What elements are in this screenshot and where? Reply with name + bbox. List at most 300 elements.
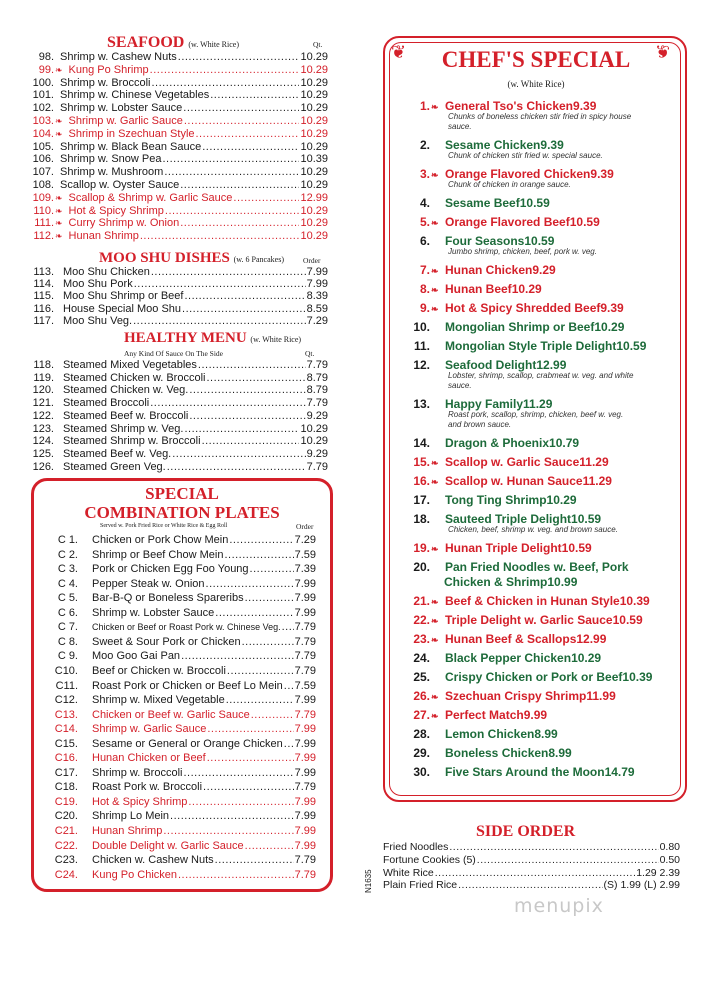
item-number: C 1. [57,534,78,546]
spicy-icon: ❧ [55,231,63,242]
item-number: C19. [54,795,78,808]
item-name: Hot & Spicy Shredded Beef [445,301,601,315]
item-name: Pepper Steak w. Onion [92,577,205,590]
item-number: 108. [32,179,54,191]
chef-item [384,234,669,248]
item-number: 124. [32,435,54,448]
item-price: 11.29 [523,397,553,411]
item-name: Shrimp w. Cashew Nuts [60,51,177,63]
chef-item [384,167,669,181]
chef-item [384,632,669,646]
item-number: 16. [413,474,430,488]
chef-item [384,455,669,469]
item-name: Roast Pork w. Broccoli [92,781,203,794]
item-name: Hunan Triple Delight [445,541,562,555]
item-name: Moo Shu Shrimp or Beef [63,290,184,303]
item-name: Chicken or Beef or Roast Pork w. Chinese Veg. [92,622,281,633]
leader-dots [183,102,299,114]
spicy-icon: ❧ [431,266,439,276]
item-name: Sesame Beef [445,196,520,210]
item-name: Moo Shu Veg. [63,314,133,327]
chef-item [384,493,669,507]
combo-item [52,578,316,590]
chef-item [384,320,669,334]
item-number: 113. [33,266,54,278]
leader-dots [458,879,602,891]
combo-item [52,650,316,662]
item-price: 8.79 [306,384,328,397]
item-name: Shrimp w. Mushroom [60,166,164,179]
item-description: sauce. [448,122,472,131]
item-price: 7.99 [294,694,316,707]
item-price: 10.29 [300,51,328,63]
item-name: Mongolian Style Triple Delight [445,339,617,353]
combo-item [52,781,316,793]
item-name: Hunan Shrimp [68,230,139,243]
healthy-subtitle: Any Kind Of Sauce On The Side [124,349,224,358]
spicy-icon: ❧ [431,218,439,228]
item-price: 7.99 [294,752,316,765]
item-name: Steamed Mixed Vegetables [63,359,197,371]
item-name: Happy Family [445,397,524,411]
item-price: 7.99 [294,577,316,590]
chef-item [384,138,669,152]
item-name: Steamed Beef w. Broccoli [63,409,189,422]
chef-item [384,689,669,703]
item-price: 10.29 [300,435,328,448]
item-name: Triple Delight w. Garlic Sauce [445,613,613,627]
item-number: 11. [413,339,430,353]
item-description: Jumbo shrimp, chicken, beef, pork w. veg. [448,247,597,256]
leader-dots [183,767,293,779]
item-description: sauce. [448,381,472,390]
item-price: 10.29 [300,140,328,153]
item-number: C20. [54,810,78,823]
seafood-item [30,141,328,153]
item-name: Shrimp w. Snow Pea [60,153,162,166]
item-price: 10.29 [300,89,328,102]
item-name: Shrimp w. Black Bean Sauce [60,140,202,153]
spicy-icon: ❧ [55,205,63,216]
leader-dots [180,217,299,229]
seafood-item [30,64,328,76]
item-price: 7.99 [306,278,328,291]
leader-dots [206,578,294,590]
leader-dots [140,230,300,242]
leader-dots [206,372,305,384]
item-price: 7.79 [294,650,316,663]
item-price: 9.39 [540,138,564,152]
item-price: 10.29 [300,179,328,191]
chef-item [384,358,669,372]
side-item [383,854,680,866]
item-price: 10.39 [622,670,653,684]
item-number: 2. [419,138,430,152]
leader-dots [284,680,294,692]
leader-dots [245,592,294,604]
combo-item [52,636,316,648]
item-number: 14. [413,436,430,450]
item-price: 11.29 [582,474,612,488]
side-item [383,879,680,891]
item-name: Hunan Chicken [445,263,533,277]
seafood-item [30,166,328,178]
item-price: 11.99 [586,689,616,703]
item-name: Shrimp in Szechuan Style [68,127,195,140]
spicy-icon: ❧ [431,285,439,295]
healthy-item [30,359,328,371]
item-name: Shrimp w. Chinese Vegetables [60,89,210,102]
item-name: Hunan Beef [445,282,512,296]
seafood-item [30,102,328,114]
item-name: Double Delight w. Garlic Sauce [92,839,244,852]
item-number: 115. [33,290,54,303]
leader-dots [163,153,300,165]
item-name: Perfect Match [445,708,524,722]
seafood-col-header: Qt. [313,40,323,49]
leader-dots [189,384,305,396]
item-price: 8.99 [534,727,558,741]
leader-dots [182,303,306,315]
item-number: C12. [54,694,78,707]
combo-item [52,680,316,692]
item-number: 5. [419,215,430,229]
item-name: Shrimp w. Lobster Sauce [92,606,215,619]
item-price: 10.39 [300,153,328,166]
item-number: C21. [54,825,78,837]
item-number: 110. [33,204,54,217]
item-number: 120. [32,384,54,397]
item-price: 7.29 [294,534,316,546]
item-name: Black Pepper Chicken [445,651,572,665]
item-price: 7.99 [294,795,316,808]
combo-item [52,825,316,837]
leader-dots [435,867,635,879]
leader-dots [184,290,305,302]
chef-item [384,301,669,315]
chef-item [384,541,669,555]
chef-item [384,670,669,684]
item-name: Bar-B-Q or Boneless Spareribs [92,592,244,605]
combo-item [52,563,316,575]
item-description: Chunks of boneless chicken stir fried in spicy house [448,112,632,121]
combo-title-1: SPECIAL [145,484,219,503]
item-price: 7.79 [294,664,316,677]
item-number: 27. [413,708,430,722]
item-price: 10.59 [616,339,647,353]
item-number: 1. [419,99,430,113]
item-price: 9.99 [523,708,548,722]
item-number: 6. [419,234,430,248]
item-price: 9.39 [590,167,614,181]
item-price: 10.99 [547,575,578,589]
mooshu-item [30,266,328,278]
item-name: Pan Fried Noodles w. Beef, Pork [445,560,629,574]
item-name: Steamed Beef w. Veg. [63,447,172,460]
item-price: 7.99 [306,266,328,278]
item-number: C24. [54,868,78,881]
item-number: 19. [413,541,430,555]
leader-dots [189,410,305,422]
seafood-item [30,230,328,242]
healthy-item [30,372,328,384]
item-number: 100. [32,76,54,89]
item-name: Beef & Chicken in Hunan Style [445,594,620,608]
item-number: 3. [419,167,430,181]
leader-dots [151,77,299,89]
item-price: 10.29 [571,651,602,665]
combo-item [52,665,316,677]
item-price: 7.39 [294,563,316,576]
side-item [383,841,680,853]
item-number: 104. [32,127,54,140]
item-name: Moo Shu Chicken [63,266,150,278]
combo-item [52,767,316,779]
mooshu-item [30,315,328,327]
item-number: C 6. [57,606,78,619]
item-name: Pork or Chicken Egg Foo Young [92,563,249,576]
item-name: Roast Pork or Chicken or Beef Lo Mein [92,679,283,692]
item-number: C10. [54,664,78,677]
item-price: 9.39 [600,301,624,315]
leader-dots [178,869,294,881]
item-number: 125. [32,447,54,460]
corner-ornament-icon: ❦ [655,42,671,62]
item-name: Shrimp or Beef Chow Mein [92,548,224,561]
item-name: Sesame Chicken [445,138,541,152]
leader-dots [150,64,300,76]
combo-item [52,723,316,735]
item-price: 10.29 [594,320,625,334]
item-name: Sweet & Sour Pork or Chicken [92,635,241,648]
item-name: Steamed Chicken w. Broccoli [63,371,206,384]
item-price: 0.80 [659,841,680,853]
item-number: 107. [32,166,54,179]
chef-item [384,339,669,353]
item-name: Beef or Chicken w. Broccoli [92,664,226,677]
item-price: 10.29 [300,76,328,89]
leader-dots [282,621,294,633]
item-price: 10.29 [300,422,328,435]
item-price: 10.29 [300,102,328,115]
item-number: 123. [32,422,54,435]
item-name: Shrimp w. Broccoli [92,766,183,779]
item-number: 20. [413,560,430,574]
leader-dots [181,650,294,662]
item-number: 24. [413,651,430,665]
item-name: Steamed Shrimp w. Veg. [63,422,184,435]
leader-dots [210,89,299,101]
item-price: 0.50 [659,853,680,866]
item-price: 10.29 [300,115,328,127]
item-name: Plain Fried Rice [383,879,458,892]
item-name: Shrimp w. Mixed Vegetable [92,694,225,707]
item-name: Chicken or Beef w. Garlic Sauce [92,708,250,721]
leader-dots [215,607,293,619]
leader-dots [207,723,293,735]
spicy-icon: ❧ [431,544,439,554]
leader-dots [196,128,300,140]
item-price: 7.79 [294,868,316,881]
combo-subtitle: Served w. Pork Fried Rice or White Rice & Egg Roll [100,523,228,529]
leader-dots [202,435,300,447]
item-number: 119. [33,371,54,384]
item-name: Shrimp w. Lobster Sauce [60,102,183,115]
item-number: 122. [32,409,54,422]
item-price: 7.99 [294,592,316,605]
item-number: C 2. [57,548,78,561]
item-name: Szechuan Crispy Shrimp [445,689,587,703]
item-price: 10.59 [519,196,550,210]
item-price: 9.39 [573,99,597,113]
spicy-icon: ❧ [431,711,439,721]
chef-item [384,708,669,722]
combo-item [52,694,316,706]
item-price: 8.99 [548,746,572,760]
item-price: 12.99 [536,358,567,372]
item-number: 17. [413,493,430,507]
chef-item [384,474,669,488]
item-name: Shrimp w. Broccoli [60,76,151,89]
item-name: Shrimp Lo Mein [92,810,170,823]
chef-item [384,436,669,450]
leader-dots [170,810,294,822]
item-name: Chicken & Shrimp [444,575,548,589]
item-name: Moo Shu Pork [63,278,133,291]
item-number: 126. [32,460,54,473]
seafood-item [30,217,328,229]
item-price: 9.29 [532,263,556,277]
combo-item [52,534,316,546]
item-number: C 4. [57,577,78,590]
healthy-item [30,410,328,422]
item-name: Lemon Chicken [445,727,535,741]
leader-dots [449,841,658,853]
item-name: Scallop & Shrimp w. Garlic Sauce [68,191,233,204]
leader-dots [233,192,299,204]
item-price: 7.59 [294,679,316,692]
chef-item [384,196,669,210]
item-name: Kung Po Chicken [92,868,177,881]
chef-item [384,746,669,760]
item-description: Chicken, beef, shrimp w. veg. and brown sauce. [448,525,618,534]
item-number: C17. [54,766,78,779]
item-price: 7.79 [294,635,316,648]
chef-item [384,594,669,608]
item-description: Chunk of chicken in orange sauce. [448,180,571,189]
item-name: House Special Moo Shu [63,302,182,315]
item-number: C11. [55,679,78,692]
item-name: General Tso's Chicken [445,99,574,113]
leader-dots [198,359,306,371]
seafood-item [30,128,328,140]
corner-ornament-icon: ❦ [391,42,407,62]
item-number: 106. [32,153,54,166]
item-name: Mongolian Shrimp or Beef [445,320,595,334]
leader-dots [203,781,294,793]
item-price: 10.59 [569,215,600,229]
combo-item [52,549,316,561]
item-price: 7.99 [294,737,316,750]
combo-item [52,840,316,852]
item-number: 102. [32,102,54,115]
mooshu-col-header: Order [303,256,321,265]
item-name: Scallop w. Hunan Sauce [445,474,583,488]
item-price: 7.99 [294,723,316,736]
item-name: Seafood Delight [445,358,537,372]
seafood-item [30,179,328,191]
chef-item [384,512,669,526]
leader-dots [184,423,299,435]
item-name: Orange Flavored Beef [445,215,570,229]
item-price: 8.59 [306,302,328,315]
item-number: 30. [413,765,430,779]
item-number: C13. [54,708,78,721]
item-number: 15. [413,455,430,469]
seafood-item [30,205,328,217]
item-price: 7.99 [294,766,316,779]
healthy-item [30,461,328,473]
item-name: Sauteed Triple Delight [445,512,572,526]
item-description: Lobster, shrimp, scallop, crabmeat w. veg. and white [448,371,634,380]
item-number: 8. [419,282,430,296]
item-price: 7.99 [294,825,316,837]
spicy-icon: ❧ [431,616,439,626]
item-number: C18. [54,781,78,794]
item-price: 10.29 [300,127,328,140]
item-name: Crispy Chicken or Pork or Beef [445,670,623,684]
item-price: 7.99 [294,839,316,852]
spicy-icon: ❧ [55,192,63,203]
item-price: 9.29 [306,409,328,422]
leader-dots [172,448,305,460]
healthy-item [30,423,328,435]
item-name: Orange Flavored Chicken [445,167,591,181]
item-price: 12.99 [300,191,328,204]
item-price: (S) 1.99 (L) 2.99 [603,879,680,892]
healthy-col-header: Qt. [305,349,315,358]
item-number: 22. [413,613,430,627]
item-name: Sesame or General or Orange Chicken [92,737,283,750]
leader-dots [184,115,300,127]
item-price: 10.59 [524,234,555,248]
item-price: 10.29 [511,282,542,296]
spicy-icon: ❧ [431,597,439,607]
item-number: 18. [413,512,430,526]
item-name: Hot & Spicy Shrimp [68,204,164,217]
chef-item [384,651,669,665]
item-name: Five Stars Around the Moon [445,765,605,779]
leader-dots [188,796,293,808]
item-price: 10.29 [300,204,328,217]
combo-item [52,854,316,866]
combo-item [52,607,316,619]
item-name: White Rice [383,866,434,879]
combo-item [52,752,316,764]
leader-dots [180,179,299,191]
item-name: Chicken w. Cashew Nuts [92,854,214,867]
leader-dots [178,51,300,63]
healthy-title: HEALTHY MENU (w. White Rice) [124,330,302,346]
item-name: Steamed Broccoli [63,397,150,410]
chef-item [384,397,669,411]
leader-dots [133,315,305,327]
spicy-icon: ❧ [55,218,63,229]
mooshu-item [30,278,328,290]
item-price: 14.79 [604,765,635,779]
item-number: C14. [54,723,78,736]
combo-title-2: COMBINATION PLATES [84,503,280,522]
